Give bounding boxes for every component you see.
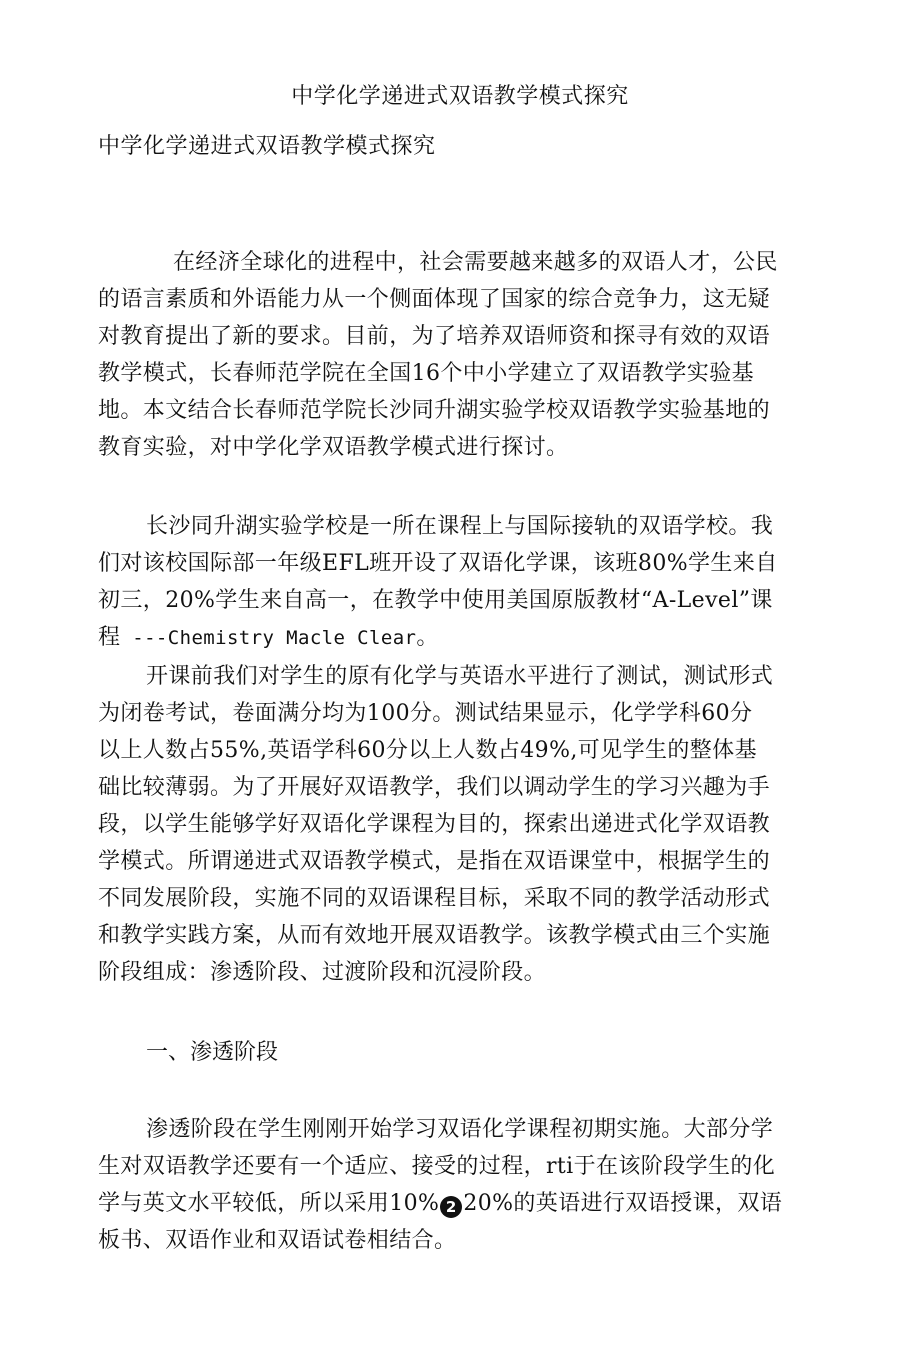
text-line: 为闭卷考试，卷面满分均为100分。测试结果显示，化学学科60分 — [98, 701, 753, 726]
section-heading: 一、渗透阶段 — [146, 1040, 279, 1065]
text-line: 教学模式，长春师范学院在全国16个中小学建立了双语教学实验基 — [98, 361, 754, 386]
text-fragment: 。 — [416, 625, 439, 650]
text-line: 段，以学生能够学好双语化学课程为目的，探索出递进式化学双语教 — [98, 812, 771, 837]
paragraph-school — [98, 508, 818, 657]
paragraph-test — [98, 658, 818, 991]
text-line: 学模式。所谓递进式双语教学模式，是指在双语课堂中，根据学生的 — [98, 849, 771, 874]
text-line: 渗透阶段在学生刚刚开始学习双语化学课程初期实施。大部分学 — [146, 1117, 774, 1142]
text-line — [98, 619, 818, 657]
text-line: 不同发展阶段，实施不同的双语课程目标，采取不同的教学活动形式 — [98, 886, 771, 911]
text-line: 地。本文结合长春师范学院长沙同升湖实验学校双语教学实验基地的 — [98, 398, 771, 423]
text-line: 和教学实践方案，从而有效地开展双语教学。该教学模式由三个实施 — [98, 923, 771, 948]
text-line: 以上人数占55%,英语学科60分以上人数占49%,可见学生的整体基 — [98, 738, 757, 763]
text-line: 长沙同升湖实验学校是一所在课程上与国际接轨的双语学校。我 — [146, 514, 774, 539]
text-line: 础比较薄弱。为了开展好双语教学，我们以调动学生的学习兴趣为手 — [98, 775, 771, 800]
text-line: 的语言素质和外语能力从一个侧面体现了国家的综合竞争力，这无疑 — [98, 287, 771, 312]
text-line: 在经济全球化的进程中，社会需要越来越多的双语人才，公民 — [173, 250, 778, 275]
textbook-name: ---Chemistry Macle Clear — [120, 627, 417, 649]
text-line: 们对该校国际部一年级EFL班开设了双语化学课，该班80%学生来自 — [98, 551, 778, 576]
paragraph-intro — [98, 244, 818, 466]
text-line — [98, 1185, 818, 1222]
text-line: 初三，20%学生来自高一，在教学中使用美国原版教材“A-Level”课 — [98, 588, 773, 613]
article-title: 中学化学递进式双语教学模式探究 — [98, 134, 436, 159]
text-line: 阶段组成：渗透阶段、过渡阶段和沉浸阶段。 — [98, 960, 547, 985]
text-line: 教育实验，对中学化学双语教学模式进行探讨。 — [98, 435, 569, 460]
paragraph-penetration — [98, 1111, 818, 1259]
text-line: 生对双语教学还要有一个适应、接受的过程，rti于在该阶段学生的化 — [98, 1154, 776, 1179]
text-fragment: 20%的英语进行双语授课，双语 — [463, 1191, 783, 1216]
text-fragment: 学与英文水平较低，所以采用10% — [98, 1191, 440, 1216]
page-header-title: 中学化学递进式双语教学模式探究 — [291, 84, 629, 109]
text-line: 对教育提出了新的要求。目前，为了培养双语师资和探寻有效的双语 — [98, 324, 771, 349]
text-fragment: 程 — [98, 625, 121, 650]
text-line: 板书、双语作业和双语试卷相结合。 — [98, 1228, 457, 1253]
circled-number-icon: 2 — [440, 1196, 462, 1218]
text-line: 开课前我们对学生的原有化学与英语水平进行了测试，测试形式 — [146, 664, 774, 689]
